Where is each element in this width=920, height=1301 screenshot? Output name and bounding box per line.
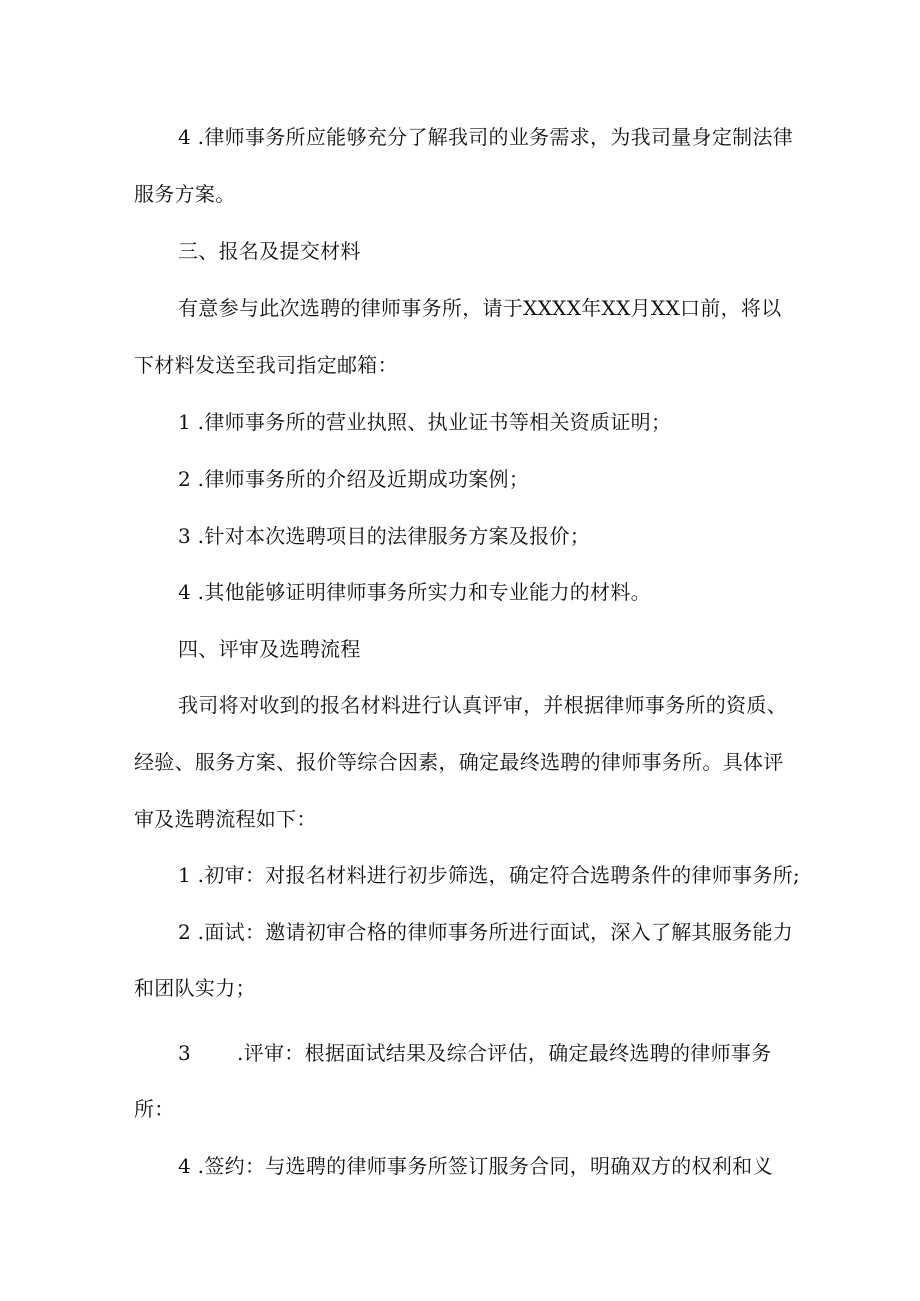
list-item: 4 .其他能够证明律师事务所实力和专业能力的材料。 xyxy=(178,580,651,604)
paragraph-line: 有意参与此次选聘的律师事务所，请于XXXX年XX月XX口前，将以 xyxy=(178,296,782,320)
list-item: 2 .律师事务所的介绍及近期成功案例； xyxy=(178,467,530,491)
paragraph-line: 我司将对收到的报名材料进行认真评审，并根据律师事务所的资质、 xyxy=(178,693,787,717)
paragraph-line: 下材料发送至我司指定邮箱： xyxy=(134,353,398,377)
section-heading: 四、评审及选聘流程 xyxy=(178,637,361,661)
list-item-text: .评审：根据面试结果及综合评估，确定最终选聘的律师事务 xyxy=(237,1041,772,1065)
list-item: 3 .针对本次选聘项目的法律服务方案及报价； xyxy=(178,524,591,548)
paragraph-line: 审及选聘流程如下： xyxy=(134,807,317,831)
section-heading: 三、报名及提交材料 xyxy=(178,239,361,263)
paragraph-line: 4 .律师事务所应能够充分了解我司的业务需求，为我司量身定制法律 xyxy=(178,125,794,149)
paragraph-line: 所： xyxy=(134,1097,175,1121)
list-item xyxy=(178,1040,772,1066)
list-item: 4 .签约：与选聘的律师事务所签订服务合同，明确双方的权利和义 xyxy=(178,1154,773,1178)
paragraph-line: 服务方案。 xyxy=(134,182,236,206)
list-item-number: 3 xyxy=(178,1041,192,1065)
list-item: 1 .律师事务所的营业执照、执业证书等相关资质证明； xyxy=(178,410,672,434)
list-item: 2 .面试：邀请初审合格的律师事务所进行面试，深入了解其服务能力 xyxy=(178,920,794,944)
paragraph-line: 经验、服务方案、报价等综合因素，确定最终选聘的律师事务所。具体评 xyxy=(134,750,784,774)
paragraph-line: 和团队实力； xyxy=(134,976,256,1000)
list-item: 1 .初审：对报名材料进行初步筛选，确定符合选聘条件的律师事务所; xyxy=(178,863,801,887)
